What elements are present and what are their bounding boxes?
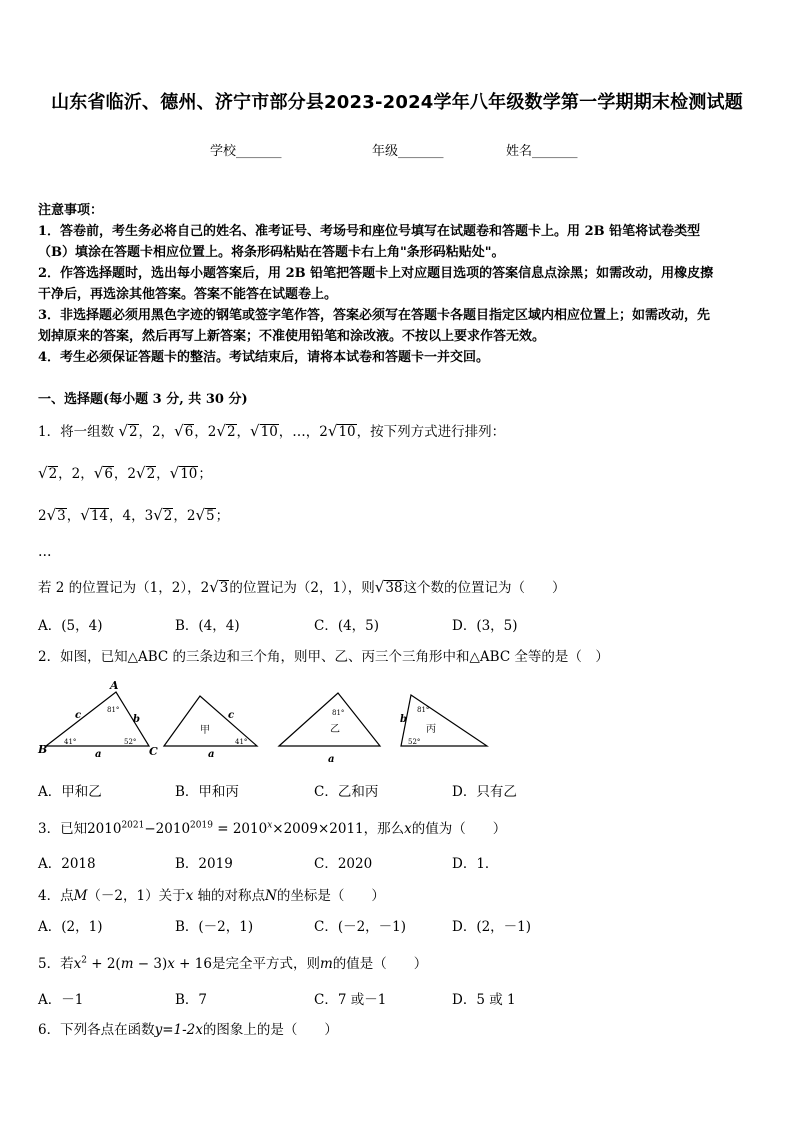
q4-option-d[interactable]: D．(2，－1) [452, 919, 532, 935]
q4-option-a[interactable]: A．(2，1) [38, 919, 103, 935]
jia-name: 甲 [200, 725, 210, 736]
q1-ellipsis: … [38, 544, 52, 560]
q1-condition: 若 2 的位置记为（1，2），2√3的位置记为（2，1），则√38这个数的位置记为（ ） [38, 578, 566, 596]
q3-option-a[interactable]: A．2018 [38, 856, 96, 872]
bing-angle2: 52° [408, 738, 421, 746]
label-a: a [95, 749, 102, 760]
yi-name: 乙 [330, 724, 340, 735]
triangle-yi [279, 693, 380, 746]
q2-option-c[interactable]: C．乙和丙 [314, 784, 379, 800]
q1-stem: 1．将一组数 √2，2，√6，2√2，√10，…，2√10，按下列方式进行排列： [38, 422, 506, 440]
yi-a: a [328, 754, 335, 765]
notice-line: 2．作答选择题时，选出每小题答案后，用 2B 铅笔把答题卡上对应题目选项的答案信息点涂黑；如需改动，用橡皮擦 [38, 266, 714, 281]
q4-option-b[interactable]: B．(－2，1) [175, 919, 254, 935]
label-C: C [149, 745, 158, 758]
q3-stem: 3．已知$2010^{2021}-2010^{2019} = 2010^x\times 2009\times 2011$，那么x的值为（ ） [38, 820, 507, 837]
notice-line: 3．非选择题必须用黑色字迹的钢笔或签字笔作答，答案必须写在答题卡各题目指定区域内相应位置上；如需改动，先 [38, 308, 711, 323]
bing-angle1: 81° [417, 706, 430, 714]
notice-line: 4．考生必须保证答题卡的整洁。考试结束后，请将本试卷和答题卡一并交回。 [38, 350, 490, 365]
label-B: B [38, 743, 48, 756]
q2-options [38, 780, 758, 800]
notice-block [38, 200, 758, 368]
q1-row2: 2√3，√14，4，3√2，2√5； [38, 506, 230, 524]
q4-options [38, 915, 758, 935]
notice-line: 划掉原来的答案，然后再写上新答案；不准使用铅笔和涂改液。不按以上要求作答无效。 [38, 329, 546, 344]
jia-c: c [228, 710, 235, 721]
q3-option-b[interactable]: B．2019 [175, 856, 233, 872]
notice-heading: 注意事项： [38, 203, 104, 218]
q2-stem: 2．如图，已知△ABC 的三条边和三个角，则甲、乙、丙三个三角形中和△ABC 全等的是（ ） [38, 649, 609, 665]
q5-stem: 5．若$x^2 + 2(m - 3)x + 16$是完全平方式，则m的值是（ ） [38, 955, 428, 972]
q4-stem: 4．点M（－2，1）关于x 轴的对称点N的坐标是（ ） [38, 888, 385, 904]
name-field[interactable]: 姓名_______ [506, 144, 578, 159]
q1-row1: √2，2，√6，2√2，√10； [38, 464, 212, 482]
notice-line: 干净后，再选涂其他答案。答案不能答在试题卷上。 [38, 287, 338, 302]
q1-options [38, 614, 758, 634]
q3-option-c[interactable]: C．2020 [314, 856, 373, 872]
bing-b: b [400, 714, 407, 725]
label-b: b [133, 714, 140, 725]
q5-options [38, 988, 758, 1008]
q5-option-b[interactable]: B．7 [175, 992, 208, 1008]
notice-line: （B）填涂在答题卡相应位置上。将条形码粘贴在答题卡右上角"条形码粘贴处"。 [38, 245, 505, 260]
label-c: c [75, 710, 82, 721]
angle-C: 52° [124, 738, 137, 746]
angle-B: 41° [64, 738, 77, 746]
triangles-figure [36, 678, 496, 768]
notice-line: 1．答卷前，考生务必将自己的姓名、准考证号、考场号和座位号填写在试题卷和答题卡上。用 2B 铅笔将试卷类型 [38, 224, 701, 239]
grade-field[interactable]: 年级_______ [372, 144, 444, 159]
jia-angle: 41° [235, 738, 248, 746]
q1-option-a[interactable]: A．(5，4) [38, 618, 103, 634]
page-title: 山东省临沂、德州、济宁市部分县2023-2024学年八年级数学第一学期期末检测试题 [51, 92, 743, 113]
school-field[interactable]: 学校_______ [210, 144, 282, 159]
q2-option-b[interactable]: B．甲和丙 [175, 784, 239, 800]
q3-option-d[interactable]: D．1． [452, 856, 499, 872]
jia-a: a [208, 749, 215, 760]
q1-option-b[interactable]: B．(4，4) [175, 618, 240, 634]
yi-angle: 81° [332, 709, 345, 717]
q2-option-a[interactable]: A．甲和乙 [38, 784, 102, 800]
q3-options [38, 852, 758, 872]
q5-option-c[interactable]: C．7 或－1 [314, 992, 387, 1008]
label-A: A [110, 679, 119, 692]
q6-stem: 6．下列各点在函数y=1-2x的图象上的是（ ） [38, 1022, 338, 1038]
q1-option-d[interactable]: D．(3，5) [452, 618, 518, 634]
q4-option-c[interactable]: C．(－2，－1) [314, 919, 407, 935]
q5-option-a[interactable]: A．－1 [38, 992, 84, 1008]
bing-name: 丙 [426, 724, 436, 735]
section-heading: 一、选择题(每小题 3 分, 共 30 分) [38, 392, 248, 407]
q1-option-c[interactable]: C．(4，5) [314, 618, 380, 634]
angle-A: 81° [107, 706, 120, 714]
q5-option-d[interactable]: D．5 或 1 [452, 992, 516, 1008]
q2-option-d[interactable]: D．只有乙 [452, 784, 517, 800]
